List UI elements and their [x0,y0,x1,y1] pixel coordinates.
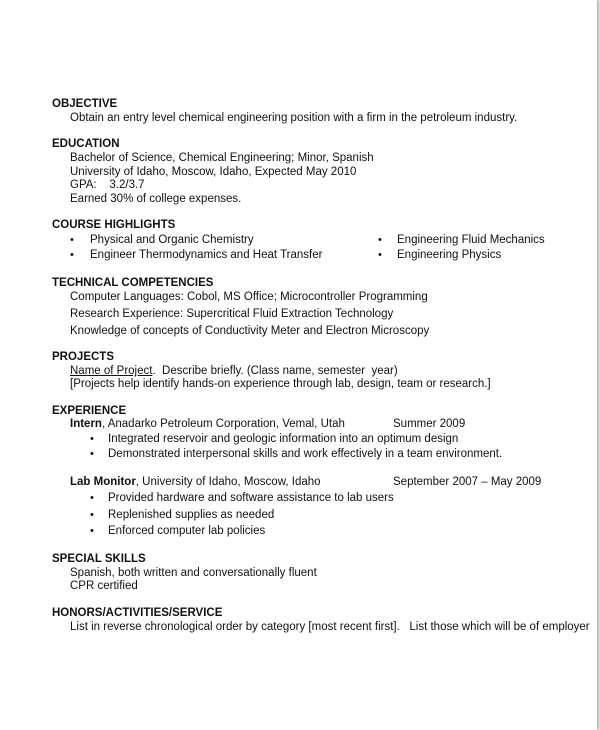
job-bullet: Provided hardware and software assistance to lab users [108,492,394,504]
course-item: Engineer Thermodynamics and Heat Transfer [90,249,323,261]
job-bullet: Replenished supplies as needed [108,509,275,521]
job-title: Intern [70,418,102,430]
education-degree: Bachelor of Science, Chemical Engineering; Minor, Spanish [70,152,374,164]
bullet: • [70,249,74,261]
job-date: Summer 2009 [393,418,466,430]
job-title: Lab Monitor [70,476,136,488]
course-highlights-heading: COURSE HIGHLIGHTS [52,219,176,231]
technical-heading: TECHNICAL COMPETENCIES [52,277,214,289]
bullet: • [90,492,94,504]
project-name: Name of Project [70,365,153,377]
education-gpa: GPA: 3.2/3.7 [70,179,145,191]
job-bullet: Enforced computer lab policies [108,525,266,537]
education-university: University of Idaho, Moscow, Idaho, Expected May 2010 [70,166,357,178]
project-description: . Describe briefly. (Class name, semester year) [152,365,398,377]
job-header [70,417,345,431]
job-date: September 2007 – May 2009 [393,476,542,488]
objective-text: Obtain an entry level chemical engineering position with a firm in the petroleum industry. [70,112,518,124]
bullet: • [90,448,94,460]
honors-text: List in reverse chronological order by category [most recent first]. List those which will be of employer [70,621,590,633]
honors-heading: HONORS/ACTIVITIES/SERVICE [52,607,223,619]
bullet: • [90,525,94,537]
technical-line: Knowledge of concepts of Conductivity Meter and Electron Microscopy [70,325,430,337]
education-expenses: Earned 30% of college expenses. [70,193,242,205]
job-organization: , Anadarko Petroleum Corporation, Vemal, Utah [101,418,345,430]
project-line [70,364,398,378]
job-bullet: Demonstrated interpersonal skills and work effectively in a team environment. [108,448,503,460]
project-note: [Projects help identify hands-on experience through lab, design, team or research.] [70,378,491,390]
objective-heading: OBJECTIVE [52,98,118,110]
bullet: • [90,433,94,445]
bullet: • [70,234,74,246]
technical-line: Computer Languages: Cobol, MS Office; Microcontroller Programming [70,291,428,303]
technical-line: Research Experience: Supercritical Fluid Extraction Technology [70,308,394,320]
projects-heading: PROJECTS [52,351,114,363]
job-organization: , University of Idaho, Moscow, Idaho [135,476,321,488]
course-item: Physical and Organic Chemistry [90,234,254,246]
education-heading: EDUCATION [52,138,120,150]
course-item: Engineering Physics [397,249,502,261]
job-bullet: Integrated reservoir and geologic information into an optimum design [108,433,459,445]
experience-heading: EXPERIENCE [52,405,127,417]
bullet: • [378,234,382,246]
course-item: Engineering Fluid Mechanics [397,234,545,246]
skill-line: CPR certified [70,580,138,592]
bullet: • [378,249,382,261]
skill-line: Spanish, both written and conversationally fluent [70,567,317,579]
job-header [70,475,321,489]
bullet: • [90,509,94,521]
special-skills-heading: SPECIAL SKILLS [52,553,146,565]
